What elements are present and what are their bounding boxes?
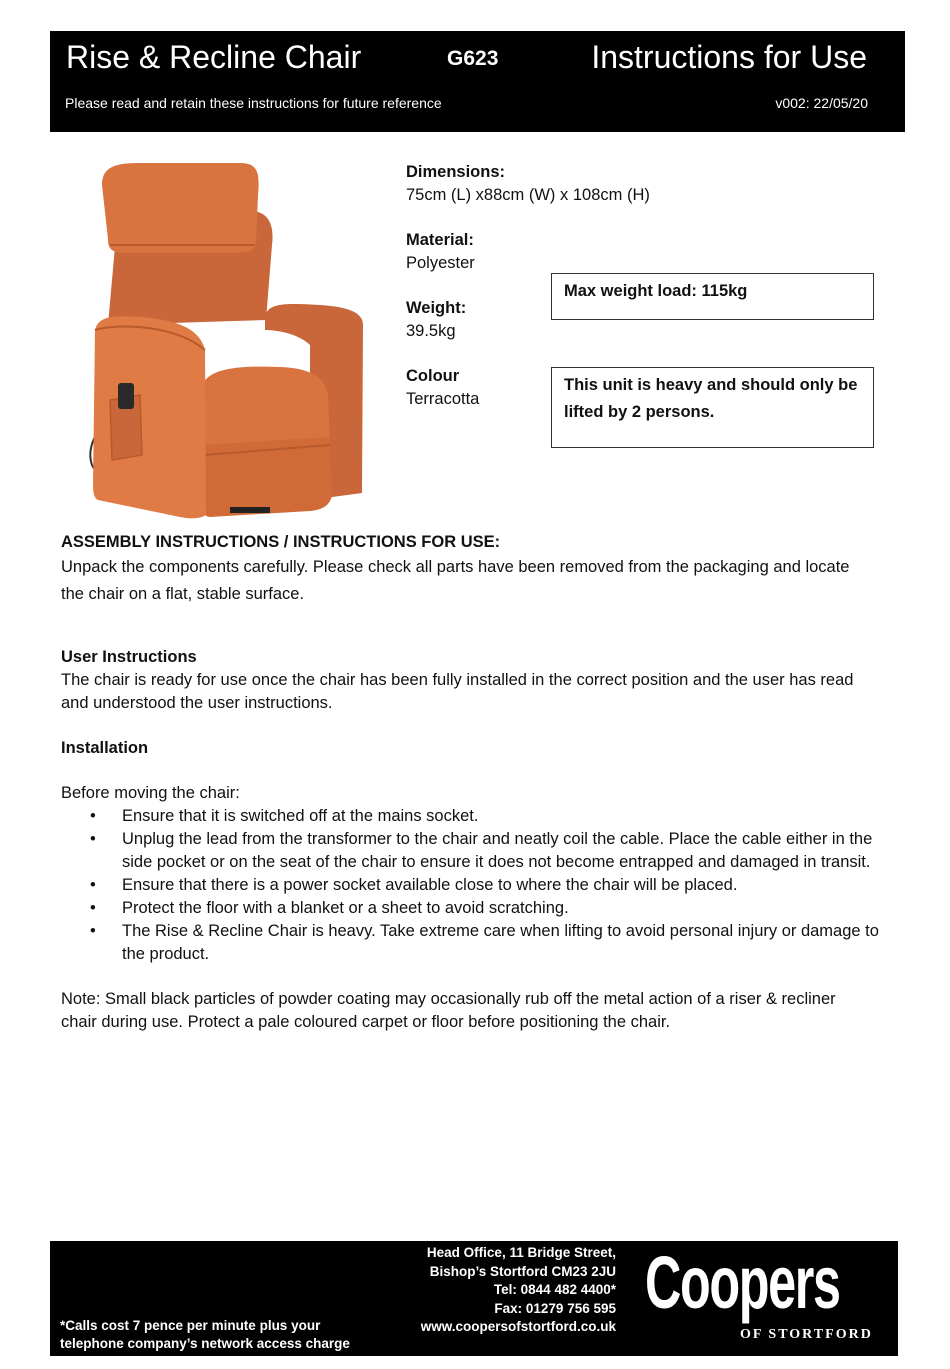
address-line2: Bishop’s Stortford CM23 2JU bbox=[429, 1263, 616, 1279]
chair-image bbox=[80, 155, 380, 525]
bullet-icon: • bbox=[90, 876, 96, 894]
list-item: • Ensure that there is a power socket available close to where the chair will be placed. bbox=[61, 874, 891, 897]
product-code: G623 bbox=[447, 47, 499, 70]
list-item: • Ensure that it is switched off at the mains socket. bbox=[61, 805, 891, 828]
list-item: • The Rise & Recline Chair is heavy. Take extreme care when lifting to avoid personal injury or damage to the product. bbox=[90, 922, 879, 963]
installation-intro: Before moving the chair: bbox=[61, 784, 240, 802]
heavy-warning-line1: This unit is heavy and should only be bbox=[564, 376, 858, 394]
note-line2: chair during use. Protect a pale coloured carpet or floor before positioning the chair. bbox=[61, 1013, 671, 1031]
footer-banner bbox=[50, 1241, 898, 1356]
weight-value: 39.5kg bbox=[406, 322, 456, 340]
material-label: Material: bbox=[406, 231, 474, 249]
call-cost-note bbox=[60, 1317, 350, 1353]
installation-section bbox=[61, 737, 891, 1034]
coopers-logo-subtitle: OF STORTFORD bbox=[740, 1327, 873, 1342]
assembly-heading: ASSEMBLY INSTRUCTIONS / INSTRUCTIONS FOR USE: bbox=[61, 533, 501, 551]
heavy-warning-line2: lifted by 2 persons. bbox=[564, 403, 715, 421]
weight-label: Weight: bbox=[406, 299, 467, 317]
spec-material bbox=[406, 229, 475, 275]
note-line1: Note: Small black particles of powder coating may occasionally rub off the metal action of a riser & recliner bbox=[61, 990, 836, 1008]
call-cost-line2: telephone company’s network access charge bbox=[60, 1336, 350, 1351]
assembly-line2: the chair on a flat, stable surface. bbox=[61, 585, 305, 603]
bullet-icon: • bbox=[90, 830, 96, 848]
assembly-line1: Unpack the components carefully. Please check all parts have been removed from the packaging and locate bbox=[61, 558, 850, 576]
website-link[interactable]: www.coopersofstortford.co.uk bbox=[420, 1319, 616, 1335]
document-type: Instructions for Use bbox=[591, 39, 867, 75]
document-title: Rise & Recline Chair bbox=[66, 39, 362, 75]
coopers-logo: Coopers bbox=[645, 1241, 840, 1324]
spec-colour bbox=[406, 365, 479, 411]
bullet-icon: • bbox=[90, 807, 96, 825]
bullet-icon: • bbox=[90, 922, 96, 940]
version-label: v002: 22/05/20 bbox=[775, 95, 868, 111]
max-load-text: Max weight load: 115kg bbox=[564, 282, 748, 300]
installation-heading: Installation bbox=[61, 739, 149, 757]
dimensions-label: Dimensions: bbox=[406, 163, 506, 181]
colour-value: Terracotta bbox=[406, 390, 480, 408]
user-instructions-section bbox=[61, 646, 891, 715]
user-instructions-line1: The chair is ready for use once the chair has been fully installed in the correct position and the user has read bbox=[61, 671, 854, 689]
call-cost-line1: *Calls cost 7 pence per minute plus your bbox=[60, 1318, 321, 1333]
installation-list bbox=[61, 805, 891, 966]
spec-dimensions bbox=[406, 161, 650, 207]
heavy-warning-box bbox=[551, 367, 874, 448]
header-subtitle: Please read and retain these instructions for future reference bbox=[65, 95, 442, 111]
material-value: Polyester bbox=[406, 254, 475, 272]
user-instructions-line2: and understood the user instructions. bbox=[61, 694, 333, 712]
bullet-icon: • bbox=[90, 899, 96, 917]
assembly-section bbox=[61, 531, 891, 608]
company-address bbox=[421, 1244, 616, 1337]
list-item: • Protect the floor with a blanket or a sheet to avoid scratching. bbox=[61, 897, 891, 920]
max-load-box bbox=[551, 273, 874, 320]
colour-label: Colour bbox=[406, 367, 460, 385]
dimensions-value: 75cm (L) x88cm (W) x 108cm (H) bbox=[406, 186, 650, 204]
fax: Fax: 01279 756 595 bbox=[494, 1300, 616, 1316]
telephone: Tel: 0844 482 4400* bbox=[493, 1282, 616, 1298]
address-line1: Head Office, 11 Bridge Street, bbox=[426, 1245, 616, 1260]
list-item: • Unplug the lead from the transformer to the chair and neatly coil the cable. Place the cable either in the side pocket or on the seat of the chair to ensure it does not become entrapped and damaged in transit. bbox=[90, 830, 873, 871]
user-instructions-heading: User Instructions bbox=[61, 648, 197, 666]
header-banner bbox=[50, 31, 905, 132]
spec-weight bbox=[406, 297, 466, 343]
